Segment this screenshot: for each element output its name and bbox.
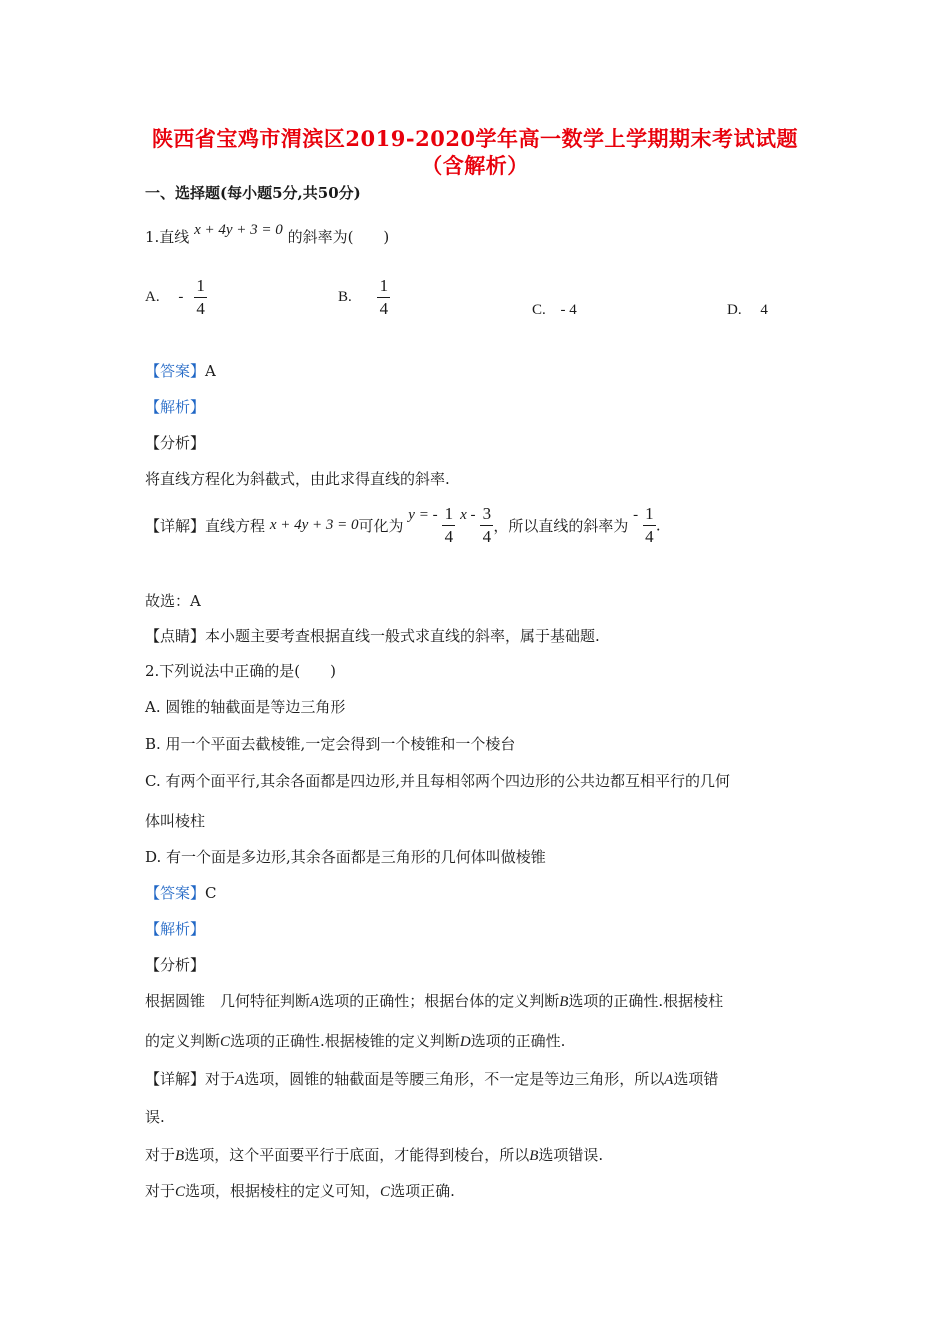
- q1-equation: x + 4y + 3 = 0: [194, 222, 283, 238]
- q2-jiexi-tag: 【解析】: [145, 920, 206, 938]
- fraction: $\frac{3}{4}$: [480, 504, 493, 547]
- q2-detail-line1-cont: 误.: [145, 1108, 165, 1126]
- section-heading: 一、选择题(每小题5分,共50分): [145, 184, 361, 202]
- q2-fenxi-tag: 【分析】: [145, 956, 206, 974]
- q1-remark: 【点睛】本小题主要考查根据直线一般式求直线的斜率，属于基础题.: [145, 627, 600, 645]
- q2-detail-line1: 【详解】对于A选项，圆锥的轴截面是等腰三角形，不一定是等边三角形，所以A选项错: [145, 1070, 719, 1088]
- q2-option-c-cont: 体叫棱柱: [145, 812, 206, 830]
- q1-detail: 【详解】直线方程 x + 4y + 3 = 0可化为 y = - $\frac{1}{4}$ x - $\frac{3}{4}$ ，所以直线的斜率为 - $\frac{1}{4}$ .: [145, 504, 661, 546]
- q2-answer: 【答案】C: [145, 884, 217, 902]
- q2-stem: 2.下列说法中正确的是( ): [145, 662, 337, 680]
- page-title: 陕西省宝鸡市渭滨区2019-2020学年高一数学上学期期末考试试题: [151, 126, 799, 151]
- fraction: $\frac{1}{4}$: [377, 276, 390, 319]
- q1-choice: 故选：A: [145, 592, 201, 610]
- q1-fenxi-text: 将直线方程化为斜截式，由此求得直线的斜率.: [145, 470, 450, 488]
- q1-option-a: A. - $\frac{1}{4}$: [145, 276, 207, 319]
- page-subtitle: （含解析）: [421, 153, 529, 178]
- q2-fenxi-line1: 根据圆锥 几何特征判断A选项的正确性；根据台体的定义判断B选项的正确性.根据棱柱: [145, 992, 724, 1010]
- q2-option-a: A. 圆锥的轴截面是等边三角形: [145, 698, 346, 716]
- fraction: $\frac{1}{4}$: [194, 276, 207, 319]
- q2-fenxi-line2: 的定义判断C选项的正确性.根据棱锥的定义判断D选项的正确性.: [145, 1032, 566, 1050]
- q1-stem: 1.直线 x + 4y + 3 = 0 的斜率为( ): [145, 222, 390, 246]
- q2-option-c: C. 有两个面平行,其余各面都是四边形,并且每相邻两个四边形的公共边都互相平行的几何: [145, 772, 731, 790]
- q2-option-b: B. 用一个平面去截棱锥,一定会得到一个棱锥和一个棱台: [145, 735, 516, 753]
- fraction: $\frac{1}{4}$: [643, 504, 656, 547]
- q2-detail-line2: 对于B选项，这个平面要平行于底面，才能得到棱台，所以B选项错误.: [145, 1146, 604, 1164]
- q1-jiexi-tag: 【解析】: [145, 398, 206, 416]
- q2-option-d: D. 有一个面是多边形,其余各面都是三角形的几何体叫做棱锥: [145, 848, 546, 866]
- q1-fenxi-tag: 【分析】: [145, 434, 206, 452]
- q2-detail-line3: 对于C选项，根据棱柱的定义可知，C选项正确.: [145, 1182, 455, 1200]
- q1-answer: 【答案】A: [145, 362, 216, 380]
- q1-option-c: C. - 4: [532, 301, 577, 318]
- fraction: $\frac{1}{4}$: [442, 504, 455, 547]
- q1-option-b: B. $\frac{1}{4}$: [338, 276, 390, 319]
- q1-option-d: D. 4: [727, 301, 768, 318]
